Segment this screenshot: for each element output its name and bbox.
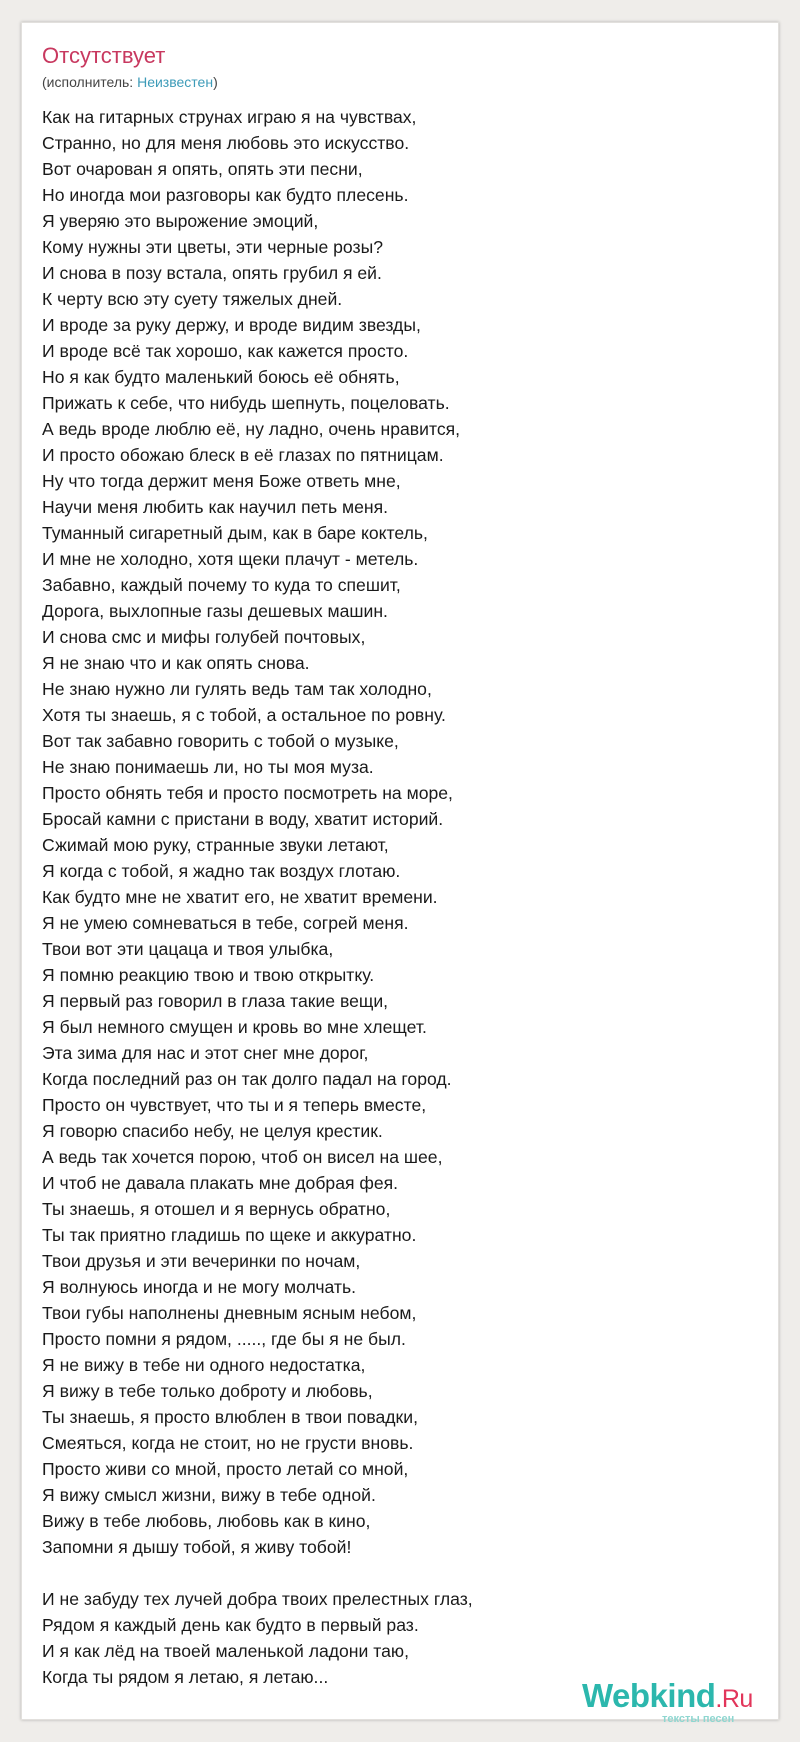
- byline-prefix: (исполнитель:: [42, 74, 138, 90]
- site-logo[interactable]: [582, 1676, 782, 1726]
- lyric-line: Ты так приятно гладишь по щеке и аккуратно.: [42, 1225, 417, 1245]
- lyric-line: Странно, но для меня любовь это искусство.: [42, 133, 410, 153]
- lyric-line: Эта зима для нас и этот снег мне дорог,: [42, 1043, 369, 1063]
- lyric-line: Ты знаешь, я просто влюблен в твои повадки,: [42, 1407, 418, 1427]
- lyric-line: И снова в позу встала, опять грубил я ей.: [42, 263, 382, 283]
- lyric-line: Я вижу смысл жизни, вижу в тебе одной.: [42, 1485, 376, 1505]
- lyric-line: Просто помни я рядом, ....., где бы я не был.: [42, 1329, 406, 1349]
- lyric-line: Просто живи со мной, просто летай со мной,: [42, 1459, 409, 1479]
- lyric-line: Я уверяю это вырожение эмоций,: [42, 211, 319, 231]
- lyric-line: Когда последний раз он так долго падал на город.: [42, 1069, 452, 1089]
- lyric-line: Но я как будто маленький боюсь её обнять,: [42, 367, 400, 387]
- lyric-line: Не знаю понимаешь ли, но ты моя муза.: [42, 757, 374, 777]
- lyric-line: Но иногда мои разговоры как будто плесень.: [42, 185, 409, 205]
- lyric-line: Туманный сигаретный дым, как в баре коктель,: [42, 523, 428, 543]
- lyric-line: Я когда с тобой, я жадно так воздух глотаю.: [42, 861, 401, 881]
- lyric-line: Рядом я каждый день как будто в первый раз.: [42, 1615, 419, 1635]
- lyric-line: Я был немного смущен и кровь во мне хлещет.: [42, 1017, 427, 1037]
- lyric-line: К черту всю эту суету тяжелых дней.: [42, 289, 343, 309]
- lyric-line: Вот очарован я опять, опять эти песни,: [42, 159, 363, 179]
- lyric-line: Я говорю спасибо небу, не целуя крестик.: [42, 1121, 383, 1141]
- lyric-line: Я не умею сомневаться в тебе, согрей меня.: [42, 913, 409, 933]
- lyric-line: Не знаю нужно ли гулять ведь там так холодно,: [42, 679, 432, 699]
- lyric-line: Просто обнять тебя и просто посмотреть на море,: [42, 783, 453, 803]
- artist-link[interactable]: Неизвестен: [137, 74, 214, 90]
- lyric-line: Кому нужны эти цветы, эти черные розы?: [42, 237, 384, 257]
- lyric-line: А ведь вроде люблю её, ну ладно, очень нравится,: [42, 419, 461, 439]
- lyric-line: Я волнуюсь иногда и не могу молчать.: [42, 1277, 356, 1297]
- lyric-line: Я вижу в тебе только доброту и любовь,: [42, 1381, 373, 1401]
- lyrics-text: [42, 104, 742, 1690]
- lyric-line: Хотя ты знаешь, я с тобой, а остальное по ровну.: [42, 705, 446, 725]
- lyric-line: Запомни я дышу тобой, я живу тобой!: [42, 1537, 352, 1557]
- lyric-line: Когда ты рядом я летаю, я летаю...: [42, 1667, 329, 1687]
- logo-tld: .Ru: [715, 1685, 753, 1713]
- lyric-line: И снова смс и мифы голубей почтовых,: [42, 627, 366, 647]
- lyric-line: Просто он чувствует, что ты и я теперь вместе,: [42, 1095, 427, 1115]
- lyric-line: Ты знаешь, я отошел и я вернусь обратно,: [42, 1199, 391, 1219]
- lyric-line: Сжимай мою руку, странные звуки летают,: [42, 835, 389, 855]
- logo-brand: Webkind: [582, 1677, 716, 1714]
- lyric-line: Я первый раз говорил в глаза такие вещи,: [42, 991, 389, 1011]
- lyric-line: И вроде всё так хорошо, как кажется просто.: [42, 341, 409, 361]
- lyric-line: А ведь так хочется порою, чтоб он висел на шее,: [42, 1147, 443, 1167]
- lyric-line: И мне не холодно, хотя щеки плачут - метель.: [42, 549, 419, 569]
- byline-suffix: ): [213, 74, 218, 90]
- lyric-line: Забавно, каждый почему то куда то спешит,: [42, 575, 401, 595]
- lyric-line: Научи меня любить как научил петь меня.: [42, 497, 389, 517]
- stanza-gap: [42, 1560, 742, 1586]
- lyric-line: Как на гитарных струнах играю я на чувствах,: [42, 107, 417, 127]
- lyric-line: Я не вижу в тебе ни одного недостатка,: [42, 1355, 366, 1375]
- lyric-line: Смеяться, когда не стоит, но не грусти вновь.: [42, 1433, 414, 1453]
- lyric-line: Вот так забавно говорить с тобой о музыке,: [42, 731, 399, 751]
- lyric-line: Как будто мне не хватит его, не хватит времени.: [42, 887, 438, 907]
- song-title: Отсутствует: [42, 43, 166, 68]
- lyric-line: И просто обожаю блеск в её глазах по пятницам.: [42, 445, 444, 465]
- lyric-line: Я не знаю что и как опять снова.: [42, 653, 310, 673]
- lyric-line: Твои друзья и эти вечеринки по ночам,: [42, 1251, 361, 1271]
- lyric-line: Ну что тогда держит меня Боже ответь мне,: [42, 471, 401, 491]
- lyric-line: Дорога, выхлопные газы дешевых машин.: [42, 601, 388, 621]
- lyric-line: И вроде за руку держу, и вроде видим звезды,: [42, 315, 421, 335]
- lyric-line: И чтоб не давала плакать мне добрая фея.: [42, 1173, 399, 1193]
- artist-byline: [42, 72, 218, 92]
- lyric-line: Вижу в тебе любовь, любовь как в кино,: [42, 1511, 371, 1531]
- lyric-line: Твои губы наполнены дневным ясным небом,: [42, 1303, 417, 1323]
- lyric-line: Прижать к себе, что нибудь шепнуть, поцеловать.: [42, 393, 450, 413]
- logo-tagline: тексты песен: [662, 1713, 735, 1725]
- lyric-line: Я помню реакцию твою и твою открытку.: [42, 965, 375, 985]
- lyric-line: И не забуду тех лучей добра твоих прелестных глаз,: [42, 1589, 473, 1609]
- lyric-line: Бросай камни с пристани в воду, хватит историй.: [42, 809, 444, 829]
- lyric-line: И я как лёд на твоей маленькой ладони таю,: [42, 1641, 409, 1661]
- lyric-line: Твои вот эти цацаца и твоя улыбка,: [42, 939, 334, 959]
